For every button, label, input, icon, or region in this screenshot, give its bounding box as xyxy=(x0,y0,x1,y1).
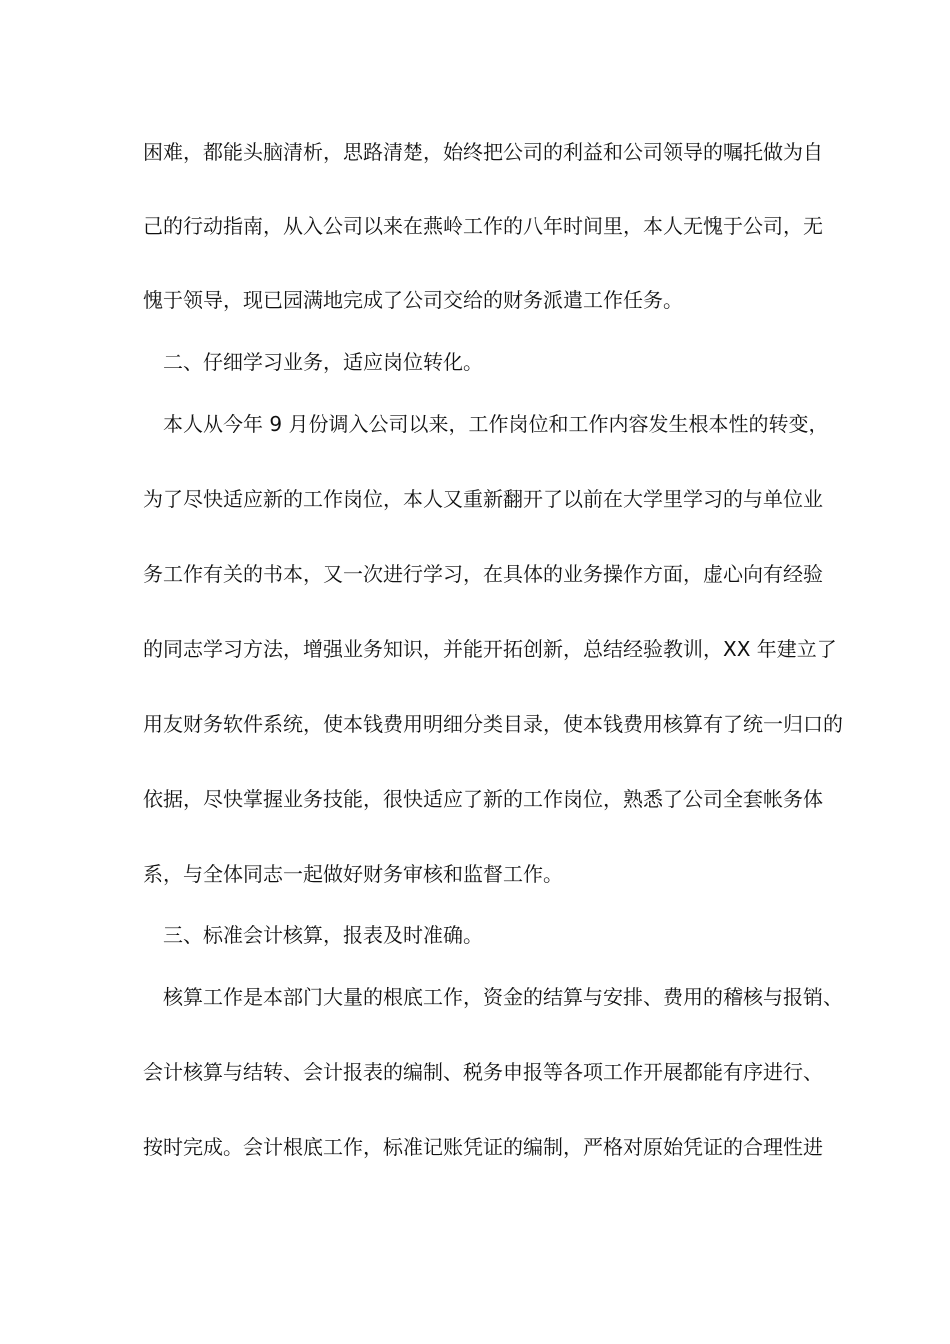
paragraph-line: 系，与全体同志一起做好财务审核和监督工作。 xyxy=(143,862,563,886)
paragraph-line: 按时完成。会计根底工作，标准记账凭证的编制，严格对原始凭证的合理性进 xyxy=(143,1135,823,1159)
section-heading: 三、标准会计核算，报表及时准确。 xyxy=(163,923,483,947)
paragraph-line: 愧于领导，现已园满地完成了公司交给的财务派遣工作任务。 xyxy=(143,288,683,312)
paragraph-line: 己的行动指南，从入公司以来在燕岭工作的八年时间里，本人无愧于公司，无 xyxy=(143,214,823,238)
paragraph-line: 会计核算与结转、会计报表的编制、税务申报等各项工作开展都能有序进行、 xyxy=(143,1060,823,1084)
paragraph-line: 用友财务软件系统，使本钱费用明细分类目录，使本钱费用核算有了统一归口的 xyxy=(143,712,843,736)
paragraph-line: 务工作有关的书本，又一次进行学习，在具体的业务操作方面，虚心向有经验 xyxy=(143,562,823,586)
paragraph-line: 本人从今年 9 月份调入公司以来，工作岗位和工作内容发生根本性的转变， xyxy=(163,412,829,436)
paragraph-line: 的同志学习方法，增强业务知识，并能开拓创新，总结经验教训，XX 年建立了 xyxy=(143,637,837,661)
paragraph-line: 核算工作是本部门大量的根底工作，资金的结算与安排、费用的稽核与报销、 xyxy=(163,985,843,1009)
paragraph-line: 依据，尽快掌握业务技能，很快适应了新的工作岗位，熟悉了公司全套帐务体 xyxy=(143,787,823,811)
paragraph-line: 困难，都能头脑清析，思路清楚，始终把公司的利益和公司领导的嘱托做为自 xyxy=(143,140,823,164)
paragraph-line: 为了尽快适应新的工作岗位，本人又重新翻开了以前在大学里学习的与单位业 xyxy=(143,487,823,511)
section-heading: 二、仔细学习业务，适应岗位转化。 xyxy=(163,350,483,374)
